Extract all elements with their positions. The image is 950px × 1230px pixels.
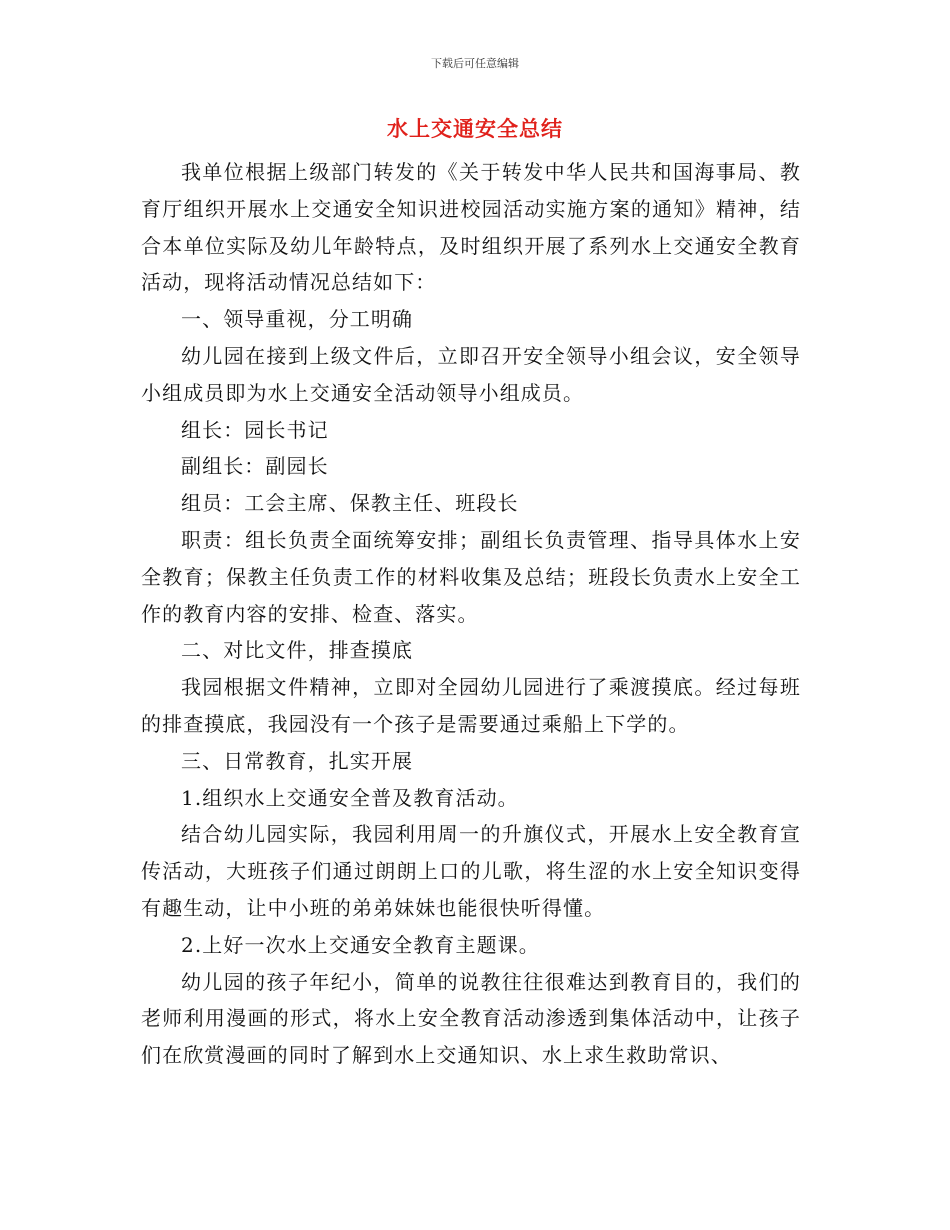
paragraph: 幼儿园在接到上级文件后，立即召开安全领导小组会议，安全领导小组成员即为水上交通安全活动领导小组成员。 (141, 343, 801, 405)
paragraph-intro: 我单位根据上级部门转发的《关于转发中华人民共和国海事局、教育厅组织开展水上交通安全知识进校园活动实施方案的通知》精神，结合本单位实际及幼儿年龄特点，及时组织开展了系列水上交通安全教育活动，现将活动情况总结如下： (141, 160, 801, 295)
document-body (141, 154, 801, 1074)
document-title: 水上交通安全总结 (387, 116, 563, 141)
paragraph-duties: 职责：组长负责全面统筹安排；副组长负责管理、指导具体水上安全教育；保教主任负责工作的材料收集及总结；班段长负责水上安全工作的教育内容的安排、检查、落实。 (141, 527, 801, 626)
paragraph: 我园根据文件精神，立即对全园幼儿园进行了乘渡摸底。经过每班的排查摸底，我园没有一个孩子是需要通过乘船上下学的。 (141, 675, 801, 736)
subheading-1: 1.组织水上交通安全普及教育活动。 (181, 785, 519, 810)
paragraph: 幼儿园的孩子年纪小，简单的说教往往很难达到教育目的，我们的老师利用漫画的形式，将水上安全教育活动渗透到集体活动中，让孩子们在欣赏漫画的同时了解到水上交通知识、水上求生救助常识、 (141, 969, 801, 1068)
paragraph: 结合幼儿园实际，我园利用周一的升旗仪式，开展水上安全教育宣传活动，大班孩子们通过朗朗上口的儿歌，将生涩的水上安全知识变得有趣生动，让中小班的弟弟妹妹也能很快听得懂。 (141, 822, 801, 920)
paragraph-deputy-leader: 副组长：副园长 (181, 454, 329, 479)
header-note: 下载后可任意编辑 (431, 57, 519, 70)
section-heading-1: 一、领导重视，分工明确 (181, 307, 414, 332)
paragraph-team-leader: 组长：园长书记 (181, 417, 329, 442)
subheading-2: 2.上好一次水上交通安全教育主题课。 (181, 932, 540, 957)
section-heading-3: 三、日常教育，扎实开展 (181, 748, 414, 773)
paragraph-members: 组员：工会主席、保教主任、班段长 (181, 491, 519, 516)
section-heading-2: 二、对比文件，排查摸底 (181, 638, 414, 663)
